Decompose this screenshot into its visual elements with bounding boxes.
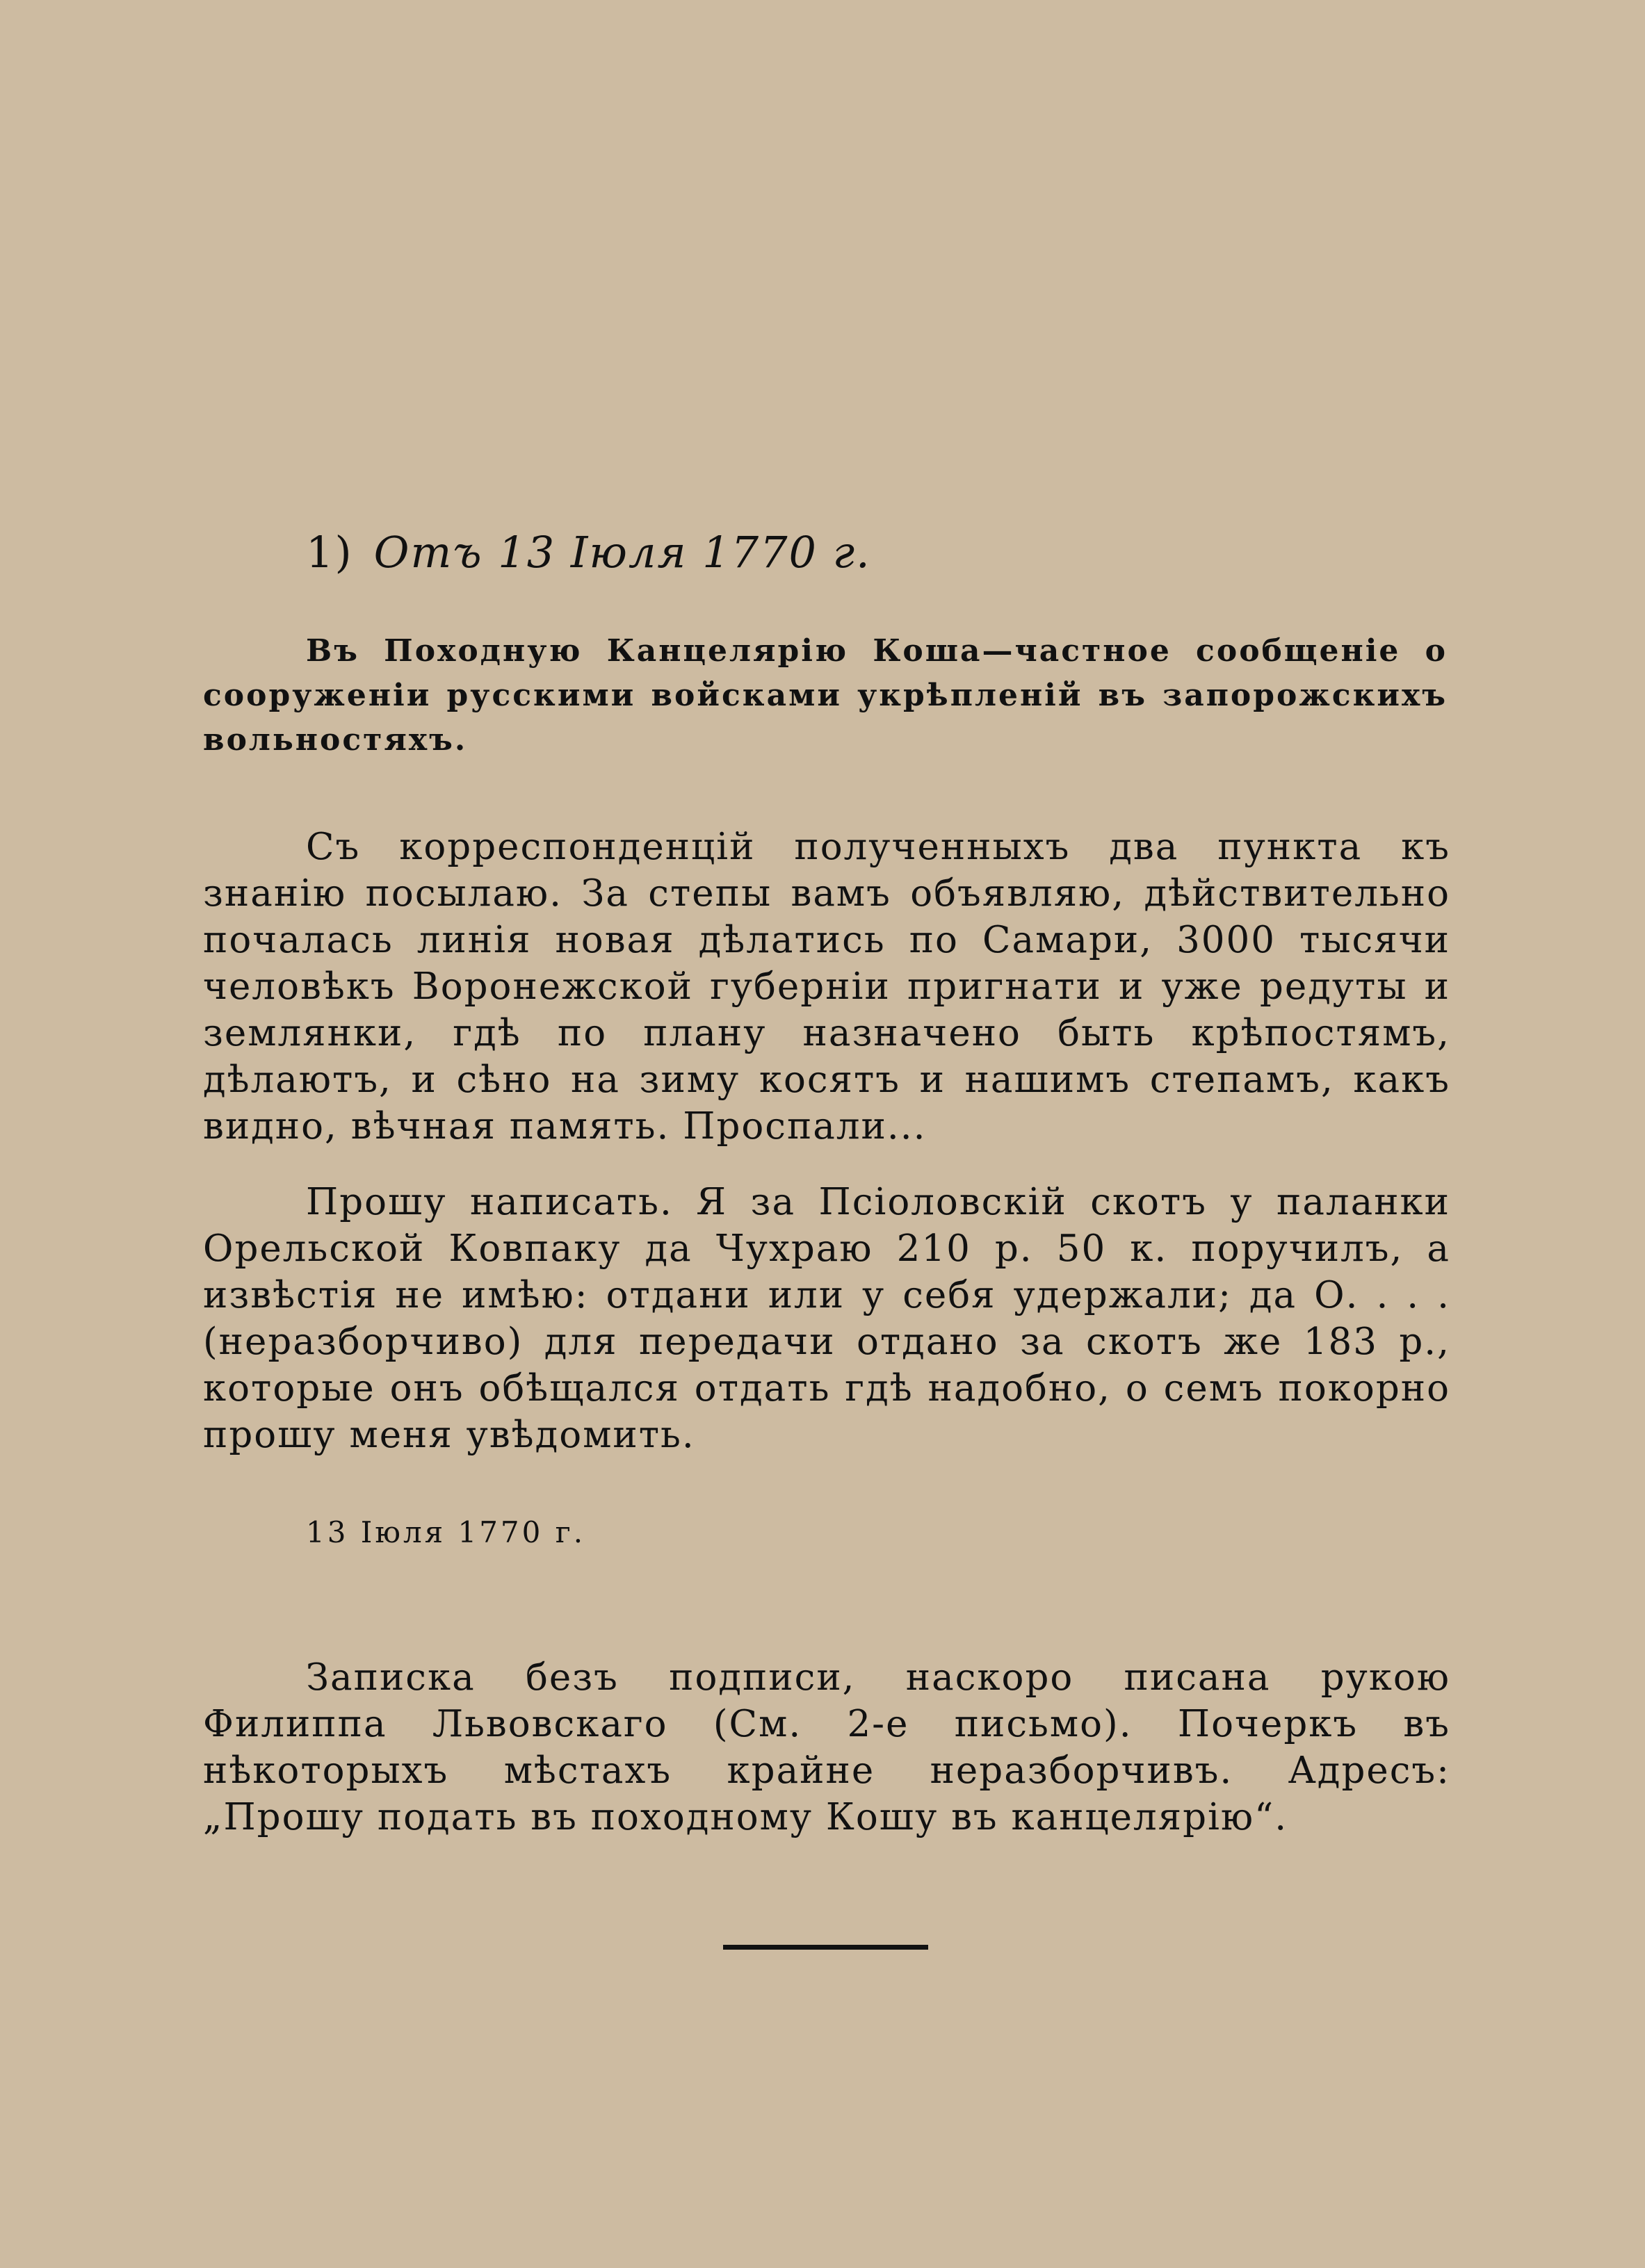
letter-heading bbox=[306, 525, 871, 580]
letter-date: 13 Іюля 1770 г. bbox=[306, 1515, 586, 1549]
section-divider bbox=[723, 1945, 928, 1950]
letter-summary: Въ Походную Канцелярію Коша—частное сообщеніе о сооруженіи русскими войсками укрѣпленій въ запорожскихъ вольностяхъ. bbox=[203, 633, 1448, 758]
letter-paragraph-1: Съ корреспонденцій полученныхъ два пункта къ знанію посылаю. За степы вамъ объявляю, дѣйствительно почалась линія новая дѣлатись по Самари, 3000 тысячи человѣкъ Воронежской губерніи пригнати и уже редуты и землянки, гдѣ по плану назначено быть крѣпостямъ, дѣлаютъ, и сѣно на зиму косятъ и нашимъ степамъ, какъ видно, вѣчная память. Проспали... bbox=[203, 826, 1450, 1148]
letter-heading-date: Отъ 13 Іюля 1770 г. bbox=[373, 527, 871, 578]
editorial-note: Записка безъ подписи, наскоро писана рукою Филиппа Львовскаго (См. 2-е письмо). Почеркъ въ нѣкоторыхъ мѣстахъ крайне неразборчивъ. Адресъ: „Прошу подать въ походному Кошу въ канцелярію“. bbox=[203, 1656, 1450, 1838]
letter-number: 1) bbox=[306, 527, 353, 578]
letter-paragraph-2: Прошу написать. Я за Псіоловскій скотъ у паланки Орельской Ковпаку да Чухраю 210 р. 50 к. поручилъ, а извѣстія не имѣю: отдани или у себя удержали; да О. . . . (неразборчиво) для передачи отдано за скотъ же 183 р., которые онъ обѣщался отдать гдѣ надобно, о семъ покорно прошу меня увѣдомить. bbox=[203, 1181, 1450, 1456]
